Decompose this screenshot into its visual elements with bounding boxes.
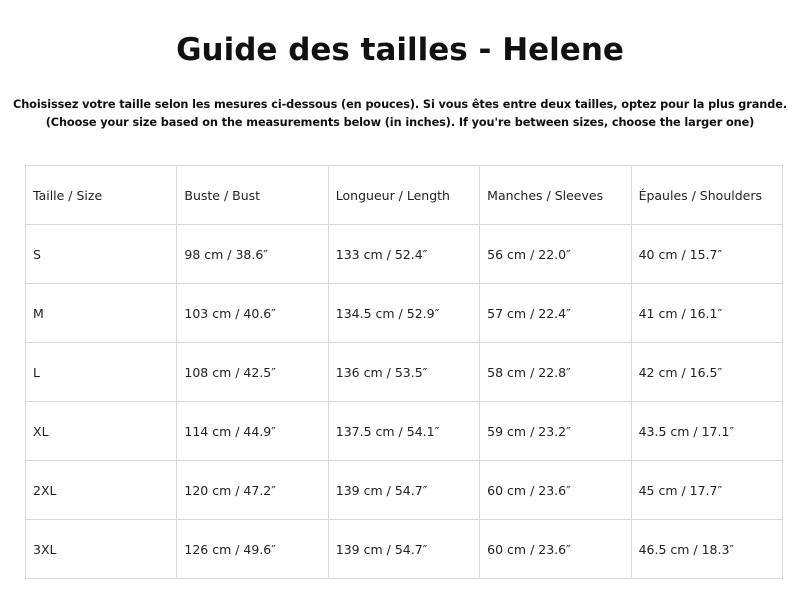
table-row [26,520,783,579]
cell-size: 2XL [26,461,177,520]
cell-bust: 114 cm / 44.9″ [177,402,328,461]
cell-sleeves: 60 cm / 23.6″ [480,520,631,579]
cell-bust: 103 cm / 40.6″ [177,284,328,343]
cell-shoulders: 45 cm / 17.7″ [631,461,782,520]
cell-size: L [26,343,177,402]
cell-length: 139 cm / 54.7″ [328,520,479,579]
header-size: Taille / Size [26,166,177,225]
header-length: Longueur / Length [328,166,479,225]
cell-sleeves: 56 cm / 22.0″ [480,225,631,284]
cell-bust: 126 cm / 49.6″ [177,520,328,579]
header-sleeves: Manches / Sleeves [480,166,631,225]
cell-shoulders: 41 cm / 16.1″ [631,284,782,343]
cell-sleeves: 60 cm / 23.6″ [480,461,631,520]
size-chart-table [25,165,783,579]
instructions-en: (Choose your size based on the measurements below (in inches). If you're between sizes, choose the larger one) [45,116,755,129]
page-title: Guide des tailles - Helene [176,32,624,68]
cell-length: 139 cm / 54.7″ [328,461,479,520]
table-header-row [26,166,783,225]
cell-sleeves: 59 cm / 23.2″ [480,402,631,461]
cell-sleeves: 58 cm / 22.8″ [480,343,631,402]
cell-length: 137.5 cm / 54.1″ [328,402,479,461]
cell-length: 136 cm / 53.5″ [328,343,479,402]
cell-sleeves: 57 cm / 22.4″ [480,284,631,343]
cell-bust: 98 cm / 38.6″ [177,225,328,284]
header-shoulders: Épaules / Shoulders [631,166,782,225]
cell-size: 3XL [26,520,177,579]
instructions-fr: Choisissez votre taille selon les mesures ci-dessous (en pouces). Si vous êtes entre deux tailles, optez pour la plus grande. [13,98,787,111]
cell-length: 134.5 cm / 52.9″ [328,284,479,343]
instructions [0,96,800,132]
cell-shoulders: 43.5 cm / 17.1″ [631,402,782,461]
cell-bust: 120 cm / 47.2″ [177,461,328,520]
table-row [26,284,783,343]
cell-size: M [26,284,177,343]
cell-length: 133 cm / 52.4″ [328,225,479,284]
cell-bust: 108 cm / 42.5″ [177,343,328,402]
table-row [26,343,783,402]
header-bust: Buste / Bust [177,166,328,225]
table-row [26,402,783,461]
cell-size: XL [26,402,177,461]
cell-shoulders: 42 cm / 16.5″ [631,343,782,402]
table-row [26,461,783,520]
cell-shoulders: 40 cm / 15.7″ [631,225,782,284]
cell-size: S [26,225,177,284]
cell-shoulders: 46.5 cm / 18.3″ [631,520,782,579]
table-row [26,225,783,284]
